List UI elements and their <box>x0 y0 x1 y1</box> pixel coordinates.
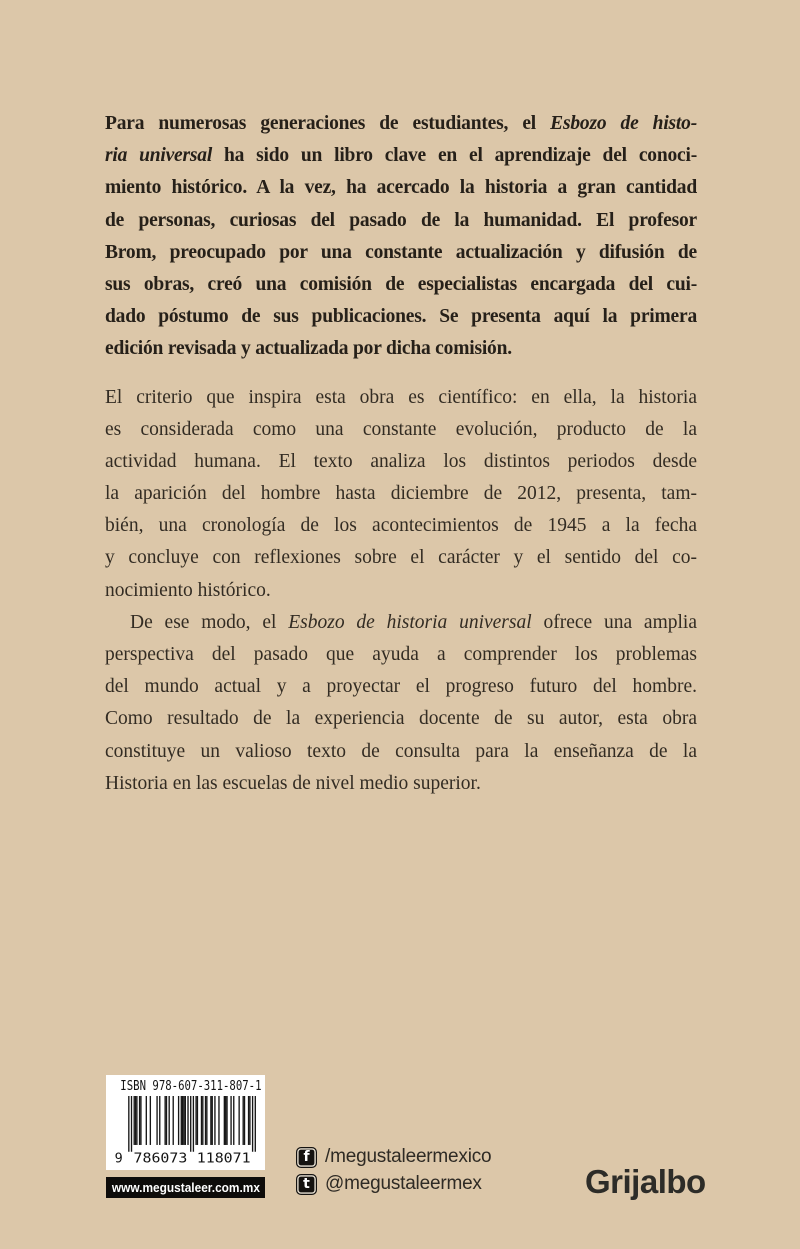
paragraph <box>105 607 697 800</box>
barcode-digits-group2: 118071 <box>196 1150 251 1164</box>
text-line: miento histórico. A la vez, ha acercado la historia a gran cantidad <box>105 177 697 199</box>
twitter-icon <box>296 1174 317 1195</box>
facebook-row <box>296 1146 491 1168</box>
twitter-handle: @megustaleermex <box>325 1173 482 1194</box>
text-line: Historia en las escuelas de nivel medio superior. <box>105 772 481 794</box>
text-line: actividad humana. El texto analiza los distintos periodos desde <box>105 450 697 472</box>
text-line: nocimiento histórico. <box>105 579 271 601</box>
isbn-label: ISBN 978-607-311-807-1 <box>120 1079 262 1094</box>
twitter-row <box>296 1173 491 1195</box>
website-url: www.megustaleer.com.mx <box>111 1180 260 1195</box>
barcode <box>112 1096 260 1164</box>
facebook-handle: /megustaleermexico <box>325 1146 492 1167</box>
text-line: y concluye con reflexiones sobre el carácter y el sentido del co- <box>105 547 697 569</box>
social-links <box>296 1146 491 1200</box>
paragraph <box>105 382 697 607</box>
barcode-box <box>106 1075 265 1170</box>
text-line: edición revisada y actualizada por dicha comisión. <box>105 338 512 360</box>
facebook-icon <box>296 1147 317 1168</box>
text-line: perspectiva del pasado que ayuda a comprender los problemas <box>105 644 697 665</box>
facebook-glyph: f <box>303 1149 310 1165</box>
text-line: dado póstumo de sus publicaciones. Se presenta aquí la primera <box>105 306 697 328</box>
barcode-digit-left: 9 <box>114 1150 123 1164</box>
text-line: Como resultado de la experiencia docente de su autor, esta obra <box>105 708 697 730</box>
text-line: constituye un valioso texto de consulta para la enseñanza de la <box>105 740 697 762</box>
text-line: del mundo actual y a proyectar el progreso futuro del hombre. <box>105 676 697 698</box>
publisher-logo: Grijalbo <box>585 1163 706 1200</box>
text-line: De ese modo, el Esbozo de historia universal ofrece una amplia <box>130 611 697 633</box>
text-line: Brom, preocupado por una constante actualización y difusión de <box>105 241 697 263</box>
text-line: El criterio que inspira esta obra es científico: en ella, la historia <box>105 386 697 408</box>
text-line: sus obras, creó una comisión de especialistas encargada del cui- <box>105 273 697 295</box>
text-line: es considerada como una constante evolución, producto de la <box>105 418 697 440</box>
paragraph <box>105 108 697 366</box>
text-line: Para numerosas generaciones de estudiantes, el Esbozo de histo- <box>105 113 697 134</box>
text-line: de personas, curiosas del pasado de la humanidad. El profesor <box>105 209 697 231</box>
text-line: ria universal ha sido un libro clave en el aprendizaje del conoci- <box>105 145 697 167</box>
barcode-digits-group1: 786073 <box>133 1150 188 1164</box>
text-line: la aparición del hombre hasta diciembre de 2012, presenta, tam- <box>105 483 697 505</box>
website-strip <box>106 1177 265 1198</box>
back-cover-text <box>105 108 697 800</box>
twitter-glyph: t <box>303 1176 310 1192</box>
text-line: bién, una cronología de los acontecimientos de 1945 a la fecha <box>105 515 697 537</box>
